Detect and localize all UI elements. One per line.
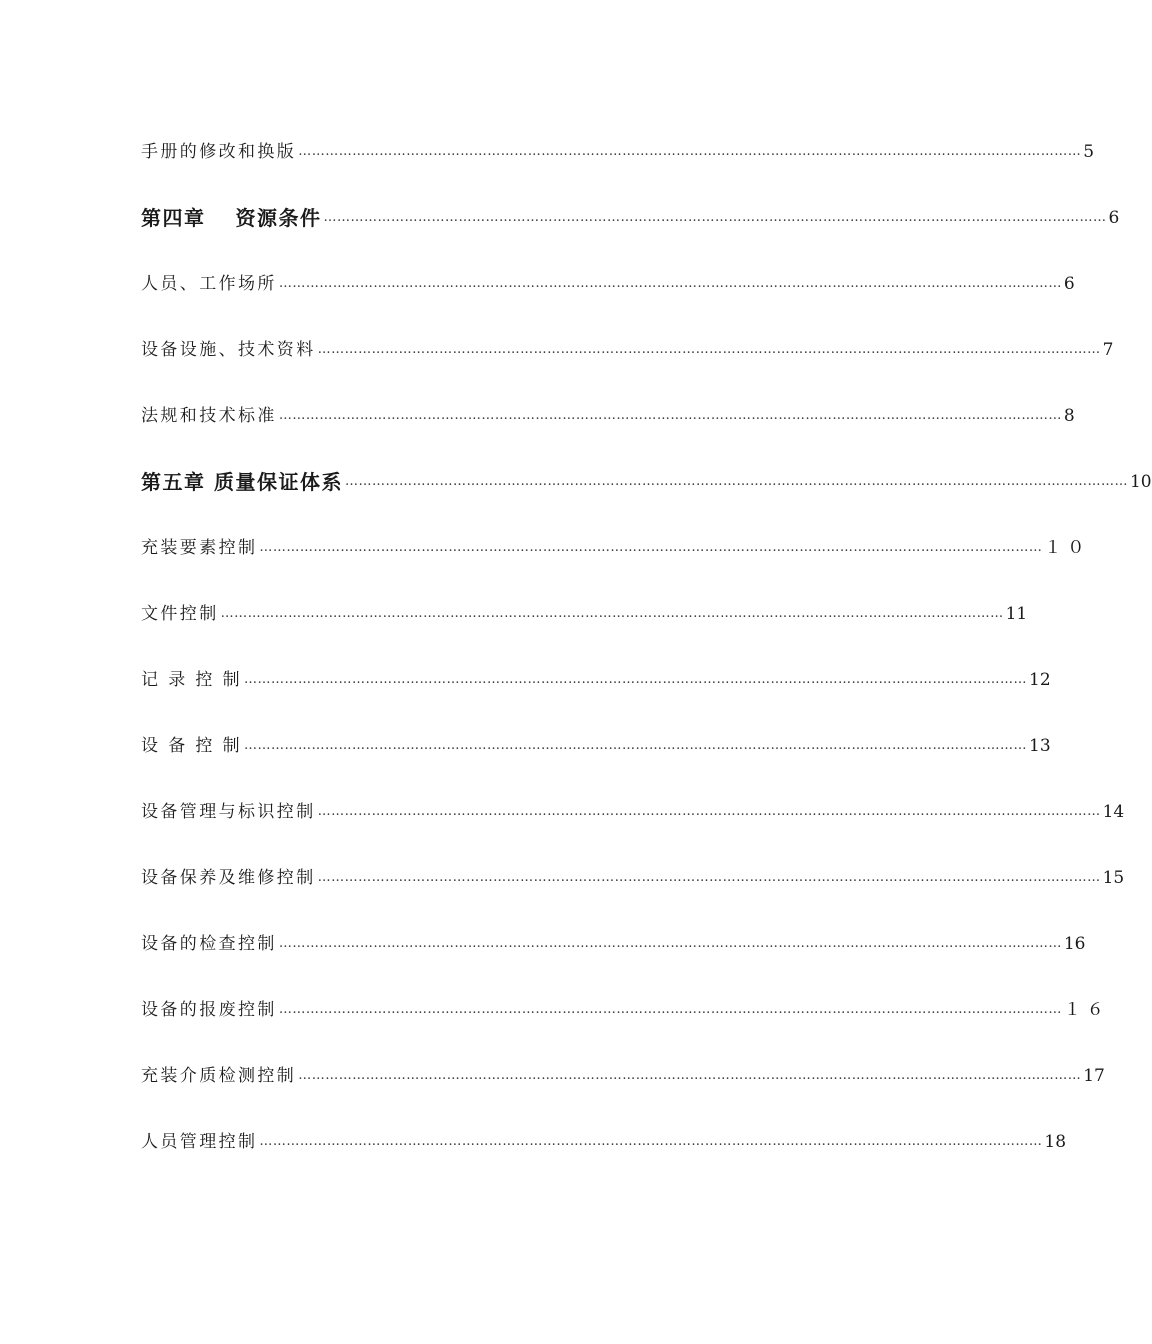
toc-leader: ………………………………………………………………………………………………………………………………………………………… bbox=[323, 210, 1107, 225]
toc-leader: ………………………………………………………………………………………………………………………………………………………… bbox=[278, 408, 1062, 423]
toc-page-number: 10 bbox=[1129, 472, 1152, 492]
toc-entry-title: 记 录 控 制 bbox=[141, 670, 243, 690]
toc-leader: ………………………………………………………………………………………………………………………………………………………… bbox=[259, 540, 1043, 555]
toc-page-number: 8 bbox=[1063, 406, 1075, 426]
toc-leader: ………………………………………………………………………………………………………………………………………………………… bbox=[317, 804, 1101, 819]
toc-page-number: 6 bbox=[1108, 208, 1120, 228]
toc-entry[interactable] bbox=[141, 991, 1110, 1021]
toc-entry-title: 文件控制 bbox=[141, 604, 219, 624]
toc-leader: ………………………………………………………………………………………………………………………………………………………… bbox=[344, 474, 1128, 489]
toc-entry-title: 充装介质检测控制 bbox=[141, 1066, 297, 1086]
toc-entry-title: 设备保养及维修控制 bbox=[141, 868, 316, 888]
toc-entry[interactable] bbox=[141, 331, 1114, 361]
toc-page-number: 15 bbox=[1102, 868, 1125, 888]
toc-page-number: 11 bbox=[1005, 604, 1028, 624]
toc-entry[interactable] bbox=[141, 793, 1125, 823]
toc-page-number: 12 bbox=[1029, 670, 1051, 690]
toc-leader: ………………………………………………………………………………………………………………………………………………………… bbox=[298, 144, 1082, 159]
toc-entry[interactable] bbox=[141, 661, 1051, 691]
toc-page-number: 16 bbox=[1063, 934, 1086, 954]
toc-page-number: 7 bbox=[1102, 340, 1114, 360]
toc-page-number: 18 bbox=[1044, 1132, 1067, 1152]
toc-entry[interactable] bbox=[141, 529, 1091, 559]
toc-page-number: 5 bbox=[1083, 142, 1095, 162]
toc-leader: ………………………………………………………………………………………………………………………………………………………… bbox=[298, 1068, 1082, 1083]
toc-leader: ………………………………………………………………………………………………………………………………………………………… bbox=[244, 672, 1028, 687]
toc-entry[interactable] bbox=[141, 595, 1028, 625]
toc-entry-title: 设备的报废控制 bbox=[141, 1000, 277, 1020]
toc-entry-title: 第五章 质量保证体系 bbox=[141, 470, 343, 494]
toc-entry-title: 充装要素控制 bbox=[141, 538, 258, 558]
toc-leader: ………………………………………………………………………………………………………………………………………………………… bbox=[278, 1002, 1062, 1017]
toc-page-number: １６ bbox=[1063, 1000, 1110, 1020]
toc-leader: ………………………………………………………………………………………………………………………………………………………… bbox=[278, 936, 1062, 951]
toc-entry-title: 设 备 控 制 bbox=[141, 736, 243, 756]
toc-leader: ………………………………………………………………………………………………………………………………………………………… bbox=[278, 276, 1062, 291]
toc-entry-title: 手册的修改和换版 bbox=[141, 142, 297, 162]
toc-page-number: 6 bbox=[1063, 274, 1075, 294]
toc-entry[interactable] bbox=[141, 397, 1075, 427]
toc-entry-title: 法规和技术标准 bbox=[141, 406, 277, 426]
toc-entry[interactable] bbox=[141, 1123, 1067, 1153]
toc-entry[interactable] bbox=[141, 727, 1051, 757]
toc-leader: ………………………………………………………………………………………………………………………………………………………… bbox=[220, 606, 1004, 621]
toc-entry-title: 设备管理与标识控制 bbox=[141, 802, 316, 822]
toc-leader: ………………………………………………………………………………………………………………………………………………………… bbox=[244, 738, 1028, 753]
toc-entry-title: 设备的检查控制 bbox=[141, 934, 277, 954]
toc-entry[interactable] bbox=[141, 133, 1095, 163]
toc-entry[interactable] bbox=[141, 1057, 1105, 1087]
toc-entry-title: 人员管理控制 bbox=[141, 1132, 258, 1152]
toc-leader: ………………………………………………………………………………………………………………………………………………………… bbox=[317, 870, 1101, 885]
toc-entry[interactable] bbox=[141, 925, 1086, 955]
toc-chapter-heading[interactable] bbox=[141, 199, 1120, 230]
toc-entry[interactable] bbox=[141, 265, 1075, 295]
toc-leader: ………………………………………………………………………………………………………………………………………………………… bbox=[317, 342, 1101, 357]
toc-entry-title: 设备设施、技术资料 bbox=[141, 340, 316, 360]
toc-entry-title: 人员、工作场所 bbox=[141, 274, 277, 294]
toc-entry-title: 第四章 资源条件 bbox=[141, 206, 322, 230]
toc-page-number: 13 bbox=[1029, 736, 1051, 756]
toc-page-number: 17 bbox=[1083, 1066, 1105, 1086]
toc-chapter-heading[interactable] bbox=[141, 463, 1152, 494]
toc-page-number: 14 bbox=[1102, 802, 1125, 822]
toc-leader: ………………………………………………………………………………………………………………………………………………………… bbox=[259, 1134, 1043, 1149]
toc-page-number: １０ bbox=[1044, 538, 1091, 558]
toc-entry[interactable] bbox=[141, 859, 1125, 889]
